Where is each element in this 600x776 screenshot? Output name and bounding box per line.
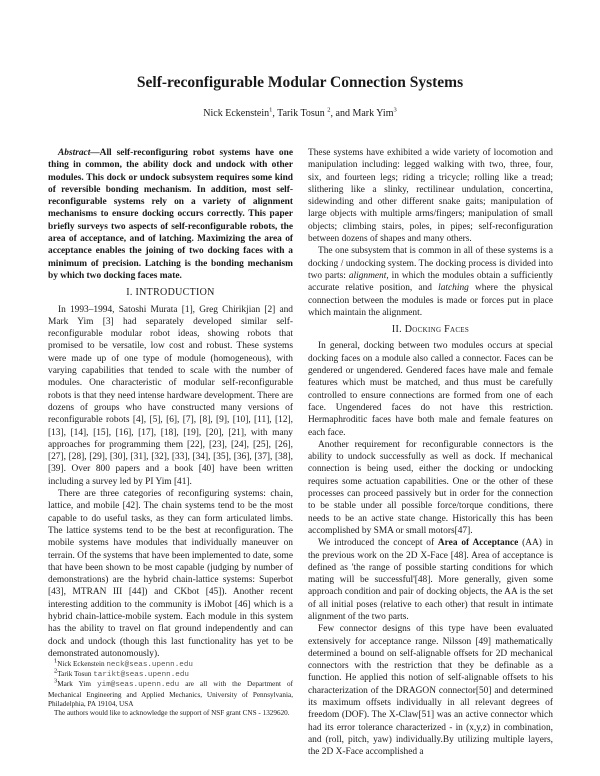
author-name: Mark Yim bbox=[352, 108, 394, 119]
author-mark: 3 bbox=[393, 106, 397, 114]
paragraph: Another requirement for reconfigurable connectors is the ability to undock successfully as well as dock. If mechanical connection is being used, either the docking or undocking requires some actuation capabilities. One or the other of these processes can proceed passively but in order for the connection to be stable under all possible force/torque conditions, there needs to be an active state change. Historically this has been accomplished by SMA or small motors[47]. bbox=[308, 439, 553, 536]
footnote-mark: 1 bbox=[54, 657, 58, 665]
author-separator: , and bbox=[330, 108, 353, 119]
footnote-email: neck@seas.upenn.edu bbox=[106, 661, 193, 669]
footnote bbox=[48, 657, 293, 670]
paragraph: In general, docking between two modules occurs at special docking faces on a module also called a connector. Faces can be gendered or ungendered. Gendered faces have male and female features which must be matched, and thus must be carefully controlled to ensure connections are formed from one of each face. Ungendered faces do not have this restriction. Hermaphroditic faces have both male and female features on each face. bbox=[308, 341, 553, 438]
text: The one subsystem that is common in all of these systems is a docking / undocking system. The docking process is divided into two parts: bbox=[308, 246, 553, 281]
footnote bbox=[48, 667, 293, 680]
text: We introduced the concept of bbox=[318, 538, 438, 549]
author-name: Tarik Tosun bbox=[277, 108, 328, 119]
section-heading-introduction: I. INTRODUCTION bbox=[126, 287, 215, 299]
footnote-affiliation: are all with the Department of Mechanical Engineering and Applied Mechanics, University of Pennsylvania, Philadelphia, PA 19104, USA bbox=[48, 680, 294, 708]
acknowledgment: The authors would like to acknowledge the support of NSF grant CNS - 1329620. bbox=[54, 709, 290, 718]
footnote-name: Mark Yim bbox=[57, 680, 98, 689]
paragraph bbox=[308, 537, 553, 623]
footnote-mark: 3 bbox=[54, 678, 58, 686]
left-column bbox=[48, 147, 293, 660]
author-mark: 2 bbox=[327, 106, 331, 114]
paragraph: Few connector designs of this type have been evaluated extensively for acceptance range. Nilsson [49] mathematically determined a bound on self-alignable offsets for 2D mechanical connectors with the restriction that they be definable as a function. He applied this notion of self-alignable offsets to his characterization of the DRAGON connector[50] and determined its maximum offsets individually in all relevant degrees of freedom (DOF). The X-Claw[51] was an active connector which had its error tolerance characterized - in (x,y,z) in combination, and (roll, pitch, yaw) individually.By utilizing multiple layers, the 2D X-Face accomplished a bbox=[308, 624, 553, 758]
footnote-name: Tarik Tosun bbox=[57, 670, 94, 679]
author-name: Nick Eckenstein bbox=[203, 108, 270, 119]
emphasis: latching bbox=[438, 283, 469, 294]
text: (AA) in the previous work on the 2D X-Face [48]. Area of acceptance is defined as 'the range of possible starting conditions for which mating will be successful'[48]. More generally, given some approach condition and pair of docking objects, the AA is the set of all initial poses (relative to each other) that result in intimate alignment of the two parts. bbox=[308, 538, 554, 622]
paragraph: There are three categories of reconfiguring systems: chain, lattice, and mobile [42]. The chain systems tend to be the most capable to do useful tasks, as they can form articulated limbs. The lattice systems tend to be the best at reconfiguration. The mobile systems have modules that individually maneuver on terrain. Of the systems that have been implemented to date, some that have been shown to be most capable (judging by number of demonstrations) are the hybrid chain-lattice systems: Superbot [43], MTRAN III [44]) and CKbot [45]). Another recent interesting addition to the community is iMobot [46] which is a hybrid chain-lattice-mobile system. Each module in this system has the ability to travel on flat ground independently and can dock and undock (though this last functionality has yet to be demonstrated autonomously). bbox=[48, 489, 293, 659]
footnote-name: Nick Eckenstein bbox=[57, 660, 107, 668]
right-column bbox=[308, 147, 553, 759]
footnote-email: tarikt@seas.upenn.edu bbox=[93, 671, 189, 680]
footnote-email: yim@seas.upenn.edu bbox=[97, 681, 180, 690]
text: where the physical connection between the modules is made or forces put in place which maintain the alignment. bbox=[308, 283, 553, 318]
abstract-text: All self-reconfiguring robot systems have one thing in common, the ability dock and undock with other modules. This dock or undock subsystem requires some kind of reversible bonding mechanism. In addition, most self-reconfigurable systems rely on a variety of alignment mechanisms to ensure docking occurs correctly. This paper briefly surveys two aspects of self-reconfigurable robots, the area of acceptance, and of latching. Maximizing the area of acceptance enables the joining of two docking faces with a minimum of precision. Latching is the bonding mechanism by which two docking faces mate. bbox=[48, 148, 293, 281]
paper-title: Self-reconfigurable Modular Connection Systems bbox=[136, 74, 464, 91]
author-separator: , bbox=[272, 108, 278, 119]
paragraph: In 1993–1994, Satoshi Murata [1], Greg Chirikjian [2] and Mark Yim [3] had separately developed similar self-reconfigurable modular robot ideas, showing robots that promised to be versatile, low cost and robust. These systems were made up of one type of module (homogeneous), with varying capabilities that tended to scale with the number of modules. One characteristic of modular self-reconfigurable robots is that they need intense hardware development. There are dozens of groups who have constructed many versions of reconfigurable robots [4], [5], [6], [7], [8], [9], [10], [11], [12], [13], [14], [15], [16], [17], [18], [19], [20], [21], with many approaches for programming them [22], [23], [24], [25], [26], [27], [28], [29], [30], [31], [32], [33], [34], [35], [36], [37], [38], [39]. Over 800 papers and a book [40] have been written including a survey led by PI Yim [41]. bbox=[48, 304, 293, 487]
footnote-mark: 2 bbox=[54, 667, 58, 675]
abstract bbox=[48, 147, 293, 282]
footnote bbox=[48, 680, 293, 709]
paragraph-continued: These systems have exhibited a wide variety of locomotion and manipulation including: legged walking with two, three, four, six, and fourteen legs; riding a tricycle; rolling like a tread; slithering like a slinky, rectilinear undulation, concertina, sidewinding and other different snake gaits; manipulation of large objects with multiple arms/fingers; manipulation of small objects; climbing stairs, poles, in pipes; self-reconfiguration between dozens of shapes and many others. bbox=[308, 148, 553, 245]
author-mark: 1 bbox=[269, 106, 273, 114]
section-heading-docking-faces: II. Docking Faces bbox=[391, 324, 470, 336]
paragraph bbox=[308, 245, 553, 319]
footnotes bbox=[48, 657, 294, 718]
abstract-dash: — bbox=[90, 148, 100, 158]
text: , in which the modules obtain a sufficiently accurate relative position, and bbox=[308, 270, 553, 294]
emphasis: alignment bbox=[348, 270, 387, 281]
author-list bbox=[0, 108, 600, 119]
bold-term: Area of Acceptance bbox=[437, 538, 519, 549]
abstract-label: Abstract bbox=[58, 148, 91, 158]
